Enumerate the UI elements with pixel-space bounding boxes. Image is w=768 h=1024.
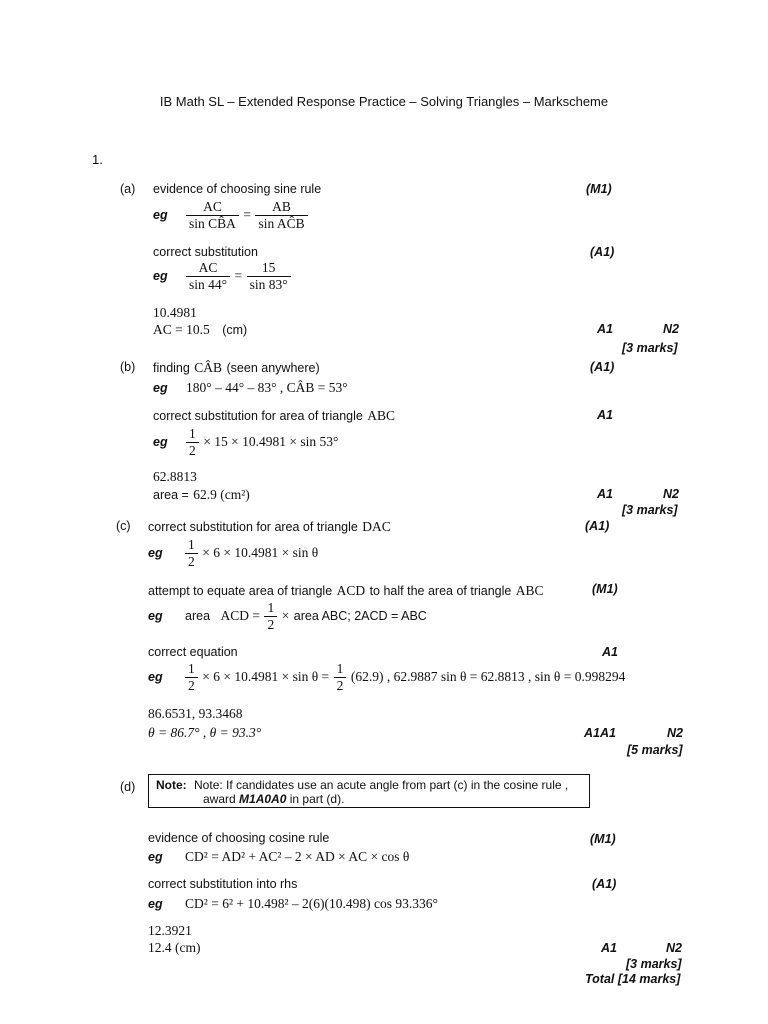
part-b-step1-mark: (A1) xyxy=(590,360,615,374)
part-b-eg1 xyxy=(153,379,348,397)
eg-expression: × 15 × 10.4981 × sin 53° xyxy=(203,434,339,450)
eg-text: area ABC; 2ACD = ABC xyxy=(293,609,427,624)
answer-text: AC = 10.5 xyxy=(153,322,210,337)
part-d-step2: correct substitution into rhs xyxy=(148,877,298,891)
eg-label: eg xyxy=(148,609,163,624)
grand-total: Total [14 marks] xyxy=(585,972,681,986)
note-line-1 xyxy=(156,778,582,792)
fraction-denominator: sin AĈB xyxy=(258,215,305,231)
fraction-denominator: 2 xyxy=(188,553,195,569)
part-a-step1-mark: (M1) xyxy=(586,182,612,196)
step-triangle: DAC xyxy=(362,519,391,534)
part-c-answer: θ = 86.7° , θ = 93.3° xyxy=(148,725,262,740)
part-a-step2: correct substitution xyxy=(153,245,258,259)
step-triangle: ACD xyxy=(336,583,366,598)
fraction-numerator: 1 xyxy=(185,661,198,678)
part-d-eg1 xyxy=(148,848,409,866)
eg-label: eg xyxy=(148,546,163,561)
fraction-numerator: 1 xyxy=(264,600,277,617)
step-tail: (seen anywhere) xyxy=(226,361,320,375)
fraction-denominator: 2 xyxy=(336,677,344,693)
part-a-step2-mark: (A1) xyxy=(590,245,615,259)
eg-expression: (62.9) , 62.9887 sin θ = 62.8813 , sin θ = 0.998294 xyxy=(350,669,626,685)
part-c-label: (c) xyxy=(116,519,131,533)
fraction-numerator: AC xyxy=(186,199,239,216)
part-d-eg2 xyxy=(148,895,438,913)
part-b-label: (b) xyxy=(120,360,136,374)
part-a-eg1 xyxy=(153,199,308,231)
eg-expression: CD² = 6² + 10.498² – 2(6)(10.498) cos 93.336° xyxy=(185,896,438,911)
eg-label: eg xyxy=(153,269,168,284)
part-c-value: 86.6531, 93.3468 xyxy=(148,706,243,721)
fraction xyxy=(185,661,198,693)
fraction xyxy=(185,537,198,569)
part-d-answer: 12.4 (cm) xyxy=(148,940,201,955)
note-mark-code: M1A0A0 xyxy=(239,792,287,806)
note-line-2 xyxy=(156,792,582,806)
fraction-denominator: 2 xyxy=(188,677,195,693)
eg-expression: 180° – 44° – 83° , CÂB = 53° xyxy=(186,380,348,395)
part-a-step1: evidence of choosing sine rule xyxy=(153,182,322,196)
part-c-eg1 xyxy=(148,537,318,569)
note-label: Note: xyxy=(156,778,187,792)
fraction-numerator: 15 xyxy=(247,260,291,277)
fraction xyxy=(186,426,199,458)
part-c-step2 xyxy=(148,582,544,600)
part-b-step2 xyxy=(153,407,395,425)
step-text: correct substitution for area of triangle xyxy=(153,409,363,423)
eg-label: eg xyxy=(148,897,163,911)
answer-unit: (cm) xyxy=(222,323,248,337)
step-angle: CÂB xyxy=(194,360,223,375)
eg-label: eg xyxy=(148,670,163,685)
part-b-answer xyxy=(153,486,250,504)
part-b-answer-n: N2 xyxy=(663,487,679,501)
part-b-step1 xyxy=(153,359,320,377)
part-a-eg2 xyxy=(153,260,291,292)
fraction-denominator: 2 xyxy=(189,442,196,458)
part-a-answer xyxy=(153,321,247,339)
step-text: correct substitution for area of triangle xyxy=(148,520,358,534)
part-c-step3: correct equation xyxy=(148,645,238,659)
equals-sign: = xyxy=(234,268,243,284)
part-b-answer-mark: A1 xyxy=(597,487,613,501)
part-a-total: [3 marks] xyxy=(622,341,678,355)
part-c-answer-mark: A1A1 xyxy=(584,726,616,740)
part-c-step2-mark: (M1) xyxy=(592,582,618,596)
answer-value: 62.9 (cm²) xyxy=(193,487,250,502)
part-c-eg3 xyxy=(148,661,625,693)
step-text: attempt to equate area of triangle xyxy=(148,584,333,598)
step-triangle: ABC xyxy=(515,583,544,598)
part-c-eg2 xyxy=(148,600,427,632)
part-b-value: 62.8813 xyxy=(153,469,197,484)
part-c-answer-n: N2 xyxy=(667,726,683,740)
step-text: to half the area of triangle xyxy=(369,584,512,598)
part-c-step1 xyxy=(148,518,391,536)
fraction xyxy=(255,199,307,231)
fraction-numerator: 1 xyxy=(186,426,199,443)
part-d-total: [3 marks] xyxy=(626,957,682,971)
part-b-total: [3 marks] xyxy=(622,503,678,517)
part-d-step2-mark: (A1) xyxy=(592,877,617,891)
part-c-step3-mark: A1 xyxy=(602,645,618,659)
eg-label: eg xyxy=(153,381,168,395)
note-text: award xyxy=(203,792,236,806)
fraction-denominator: sin 44° xyxy=(189,276,228,292)
part-b-eg2 xyxy=(153,426,338,458)
fraction xyxy=(186,199,239,231)
part-d-step1-mark: (M1) xyxy=(590,832,616,846)
eg-expression: ACD = xyxy=(220,608,261,624)
fraction xyxy=(247,260,291,292)
eg-expression: × 6 × 10.4981 × sin θ = xyxy=(202,669,330,685)
part-d-answer-n: N2 xyxy=(666,941,682,955)
part-d-answer-mark: A1 xyxy=(601,941,617,955)
equals-sign: = xyxy=(243,207,252,223)
part-a-answer-mark: A1 xyxy=(597,322,613,336)
eg-expression: CD² = AD² + AC² – 2 × AD × AC × cos θ xyxy=(185,849,410,864)
fraction-denominator: sin CB̂A xyxy=(189,215,236,231)
eg-expression: × 6 × 10.4981 × sin θ xyxy=(202,545,319,561)
part-a-answer-n: N2 xyxy=(663,322,679,336)
fraction xyxy=(186,260,230,292)
fraction-denominator: sin 83° xyxy=(249,276,288,292)
answer-label: area = xyxy=(153,488,189,502)
part-a-label: (a) xyxy=(120,182,136,196)
eg-expression: × xyxy=(281,608,290,624)
note-text: in part (d). xyxy=(289,792,345,806)
eg-text: area xyxy=(185,609,211,624)
part-d-step1: evidence of choosing cosine rule xyxy=(148,831,330,845)
fraction xyxy=(264,600,277,632)
fraction xyxy=(334,661,347,693)
eg-label: eg xyxy=(148,850,163,864)
fraction-numerator: AC xyxy=(186,260,230,277)
page-title: IB Math SL – Extended Response Practice – Solving Triangles – Markscheme xyxy=(159,94,609,109)
part-d-label: (d) xyxy=(120,780,136,794)
step-triangle: ABC xyxy=(367,408,396,423)
step-text: finding xyxy=(153,361,190,375)
fraction-numerator: AB xyxy=(255,199,307,216)
part-c-step1-mark: (A1) xyxy=(585,519,610,533)
part-a-value: 10.4981 xyxy=(153,305,197,320)
note-text: Note: If candidates use an acute angle from part (c) in the cosine rule , xyxy=(194,778,569,792)
fraction-numerator: 1 xyxy=(334,661,347,678)
part-d-value: 12.3921 xyxy=(148,923,192,938)
question-number: 1. xyxy=(92,152,103,167)
note-box xyxy=(148,774,590,808)
part-b-step2-mark: A1 xyxy=(597,408,613,422)
eg-label: eg xyxy=(153,208,168,223)
fraction-numerator: 1 xyxy=(185,537,198,554)
eg-label: eg xyxy=(153,435,168,450)
fraction-denominator: 2 xyxy=(267,616,275,632)
part-c-total: [5 marks] xyxy=(627,743,683,757)
